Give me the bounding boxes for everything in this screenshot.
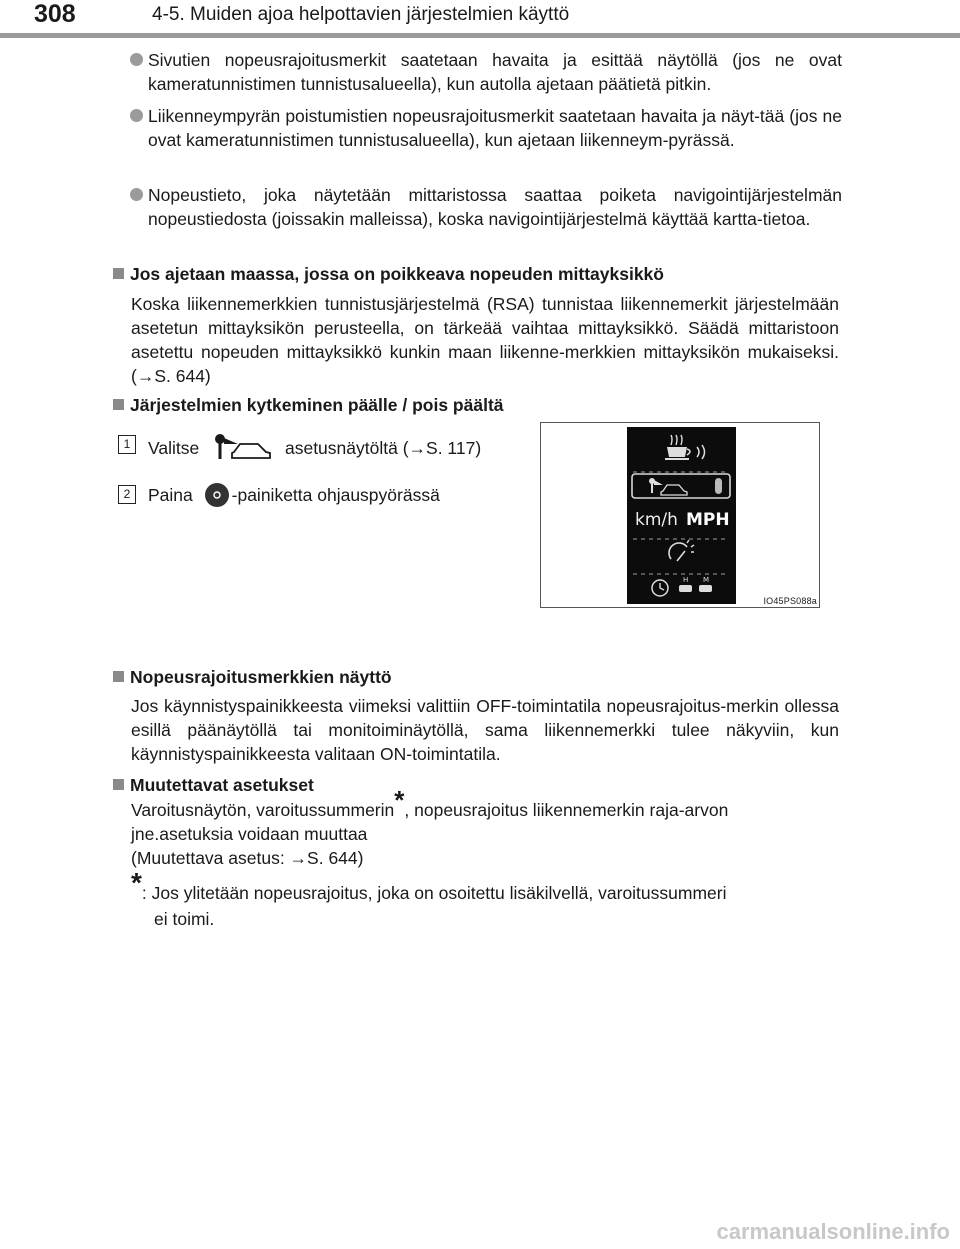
- footnote: *: Jos ylitetään nopeusrajoitus, joka on osoitettu lisäkilvellä, varoitussummeri ei toimi.: [131, 867, 727, 929]
- section-heading: Nopeusrajoitusmerkkien näyttö: [113, 665, 392, 689]
- minute-button: [699, 585, 712, 592]
- square-bullet-icon: [113, 268, 124, 279]
- header-rule: [0, 33, 960, 38]
- section-heading: Järjestelmien kytkeminen päälle / pois päältä: [113, 393, 504, 417]
- scroll-indicator: [715, 478, 722, 494]
- hour-label: H: [683, 576, 689, 584]
- square-bullet-icon: [113, 779, 124, 790]
- section-body: Koska liikennemerkkien tunnistusjärjestelmä (RSA) tunnistaa liikennemerkit järjestelmään asetetun mittayksikön perusteella, on tärkeää vaihtaa mittayksikkö. Säädä mittaristoon asetettu nopeuden mittayksikkö kunkin maan liikenne-merkkien mittayksikön mukaiseksi. (→S. 644): [131, 294, 839, 386]
- section-heading: Jos ajetaan maassa, jossa on poikkeava nopeuden mittayksikkö: [113, 262, 664, 286]
- rsa-settings-icon: [208, 432, 276, 462]
- square-bullet-icon: [113, 671, 124, 682]
- section-heading: Muutettavat asetukset: [113, 773, 314, 797]
- bullet-item: Sivutien nopeusrajoitusmerkit saatetaan havaita ja esittää näytöllä (jos ne ovat kameratunnistimen tunnistusalueella), kun autolla ajetaan päätietä pitkin.: [130, 48, 842, 96]
- meter-display: [627, 427, 736, 604]
- page-header: [0, 0, 960, 40]
- bullet-item: Liikenneympyrän poistumistien nopeusrajoitusmerkit saatetaan havaita ja näyt-tää (jos ne ovat kameratunnistimen tunnistusalueella), kun ajetaan liikenneym-pyrässä.: [130, 104, 842, 152]
- chapter-title: 4-5. Muiden ajoa helpottavien järjestelmien käyttö: [152, 4, 570, 25]
- bullet-dot-icon: [130, 53, 143, 66]
- square-bullet-icon: [113, 399, 124, 410]
- display-illustration: [627, 427, 736, 604]
- watermark: carmanualsonline.info: [716, 1219, 950, 1244]
- bullet-dot-icon: [130, 109, 143, 122]
- step-1-text: Valitse asetusnäytöltä (→S. 117): [148, 432, 481, 462]
- hour-button: [679, 585, 692, 592]
- steering-ok-button-icon: [204, 482, 230, 508]
- step-number: 2: [118, 485, 136, 504]
- section-body: Jos käynnistyspainikkeesta viimeksi valittiin OFF-toimintatila nopeusrajoitus-merkin ollessa esillä päänäytöllä tai monitoiminäytöllä, sama liikennemerkki tulee näkyviin, kun käynnistyspainikkeesta valitaan ON-toimintatila.: [131, 696, 839, 764]
- minute-label: M: [703, 576, 710, 584]
- settings-screen-figure: [540, 422, 820, 608]
- bullet-dot-icon: [130, 188, 143, 201]
- step-number: 1: [118, 435, 136, 454]
- kmh-label: km/h: [635, 510, 678, 530]
- bullet-item: Nopeustieto, joka näytetään mittaristossa saattaa poiketa navigointijärjestelmän nopeustiedosta (joissakin malleissa), koska navigointijärjestelmä käyttää kartta-tietoa.: [130, 183, 842, 231]
- mph-label: MPH: [686, 510, 730, 530]
- page-number: 308: [34, 0, 76, 28]
- settings-body: Varoitusnäytön, varoitussummerin*, nopeusrajoitus liikennemerkin raja-arvon jne.asetuksia voidaan muuttaa (Muutettava asetus: →S. 644): [131, 785, 729, 868]
- figure-code: IO45PS088a: [763, 596, 817, 606]
- step-2-text: Paina -painiketta ohjauspyörässä: [148, 482, 440, 508]
